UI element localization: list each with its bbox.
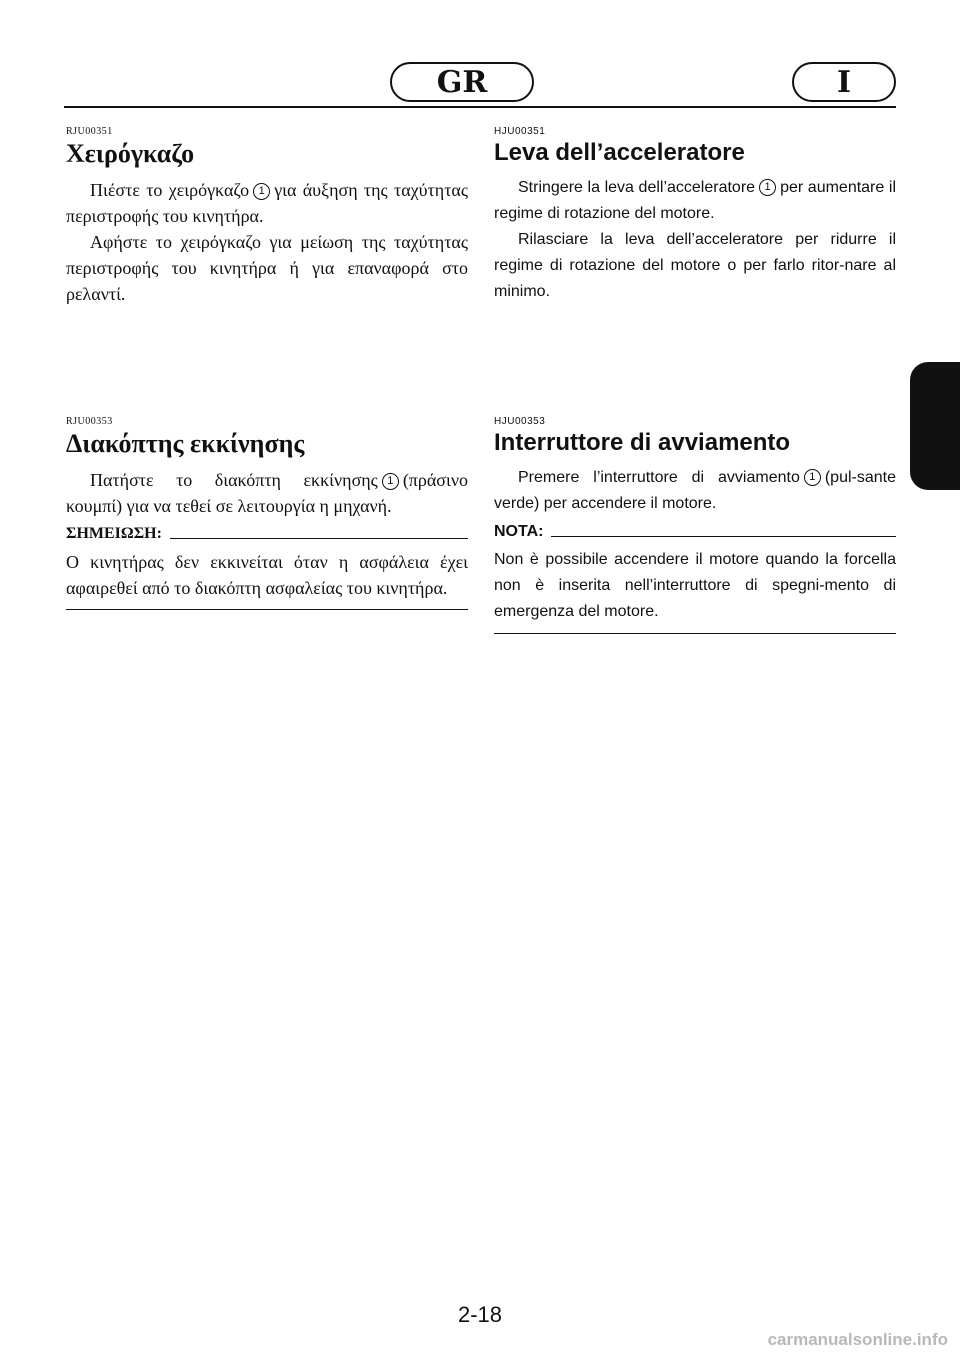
italian-start-section: [494, 416, 896, 634]
section-code: RJU00353: [66, 416, 113, 427]
section-title: Διακόπτης εκκίνησης: [66, 429, 305, 458]
paragraph: [494, 465, 896, 517]
greek-start-section: [66, 416, 468, 610]
note-label: ΣΗΜΕΙΩΣΗ:: [66, 525, 162, 542]
note-label: NOTA:: [494, 523, 544, 540]
paragraph-text: per aumentare il regime di rotazione del motore.: [494, 179, 896, 222]
chapter-tab: [910, 362, 960, 490]
paragraph-text: Πιέστε το χειρόγκαζο: [90, 180, 250, 200]
header-rule: [64, 106, 896, 108]
greek-throttle-section: [66, 126, 468, 307]
note-rule: [551, 536, 896, 537]
callout-number: 1: [759, 179, 776, 196]
language-badge-italian: [792, 62, 896, 102]
note-end-rule: [66, 609, 468, 610]
callout-number: 1: [382, 473, 399, 490]
note-end-rule: [494, 633, 896, 634]
paragraph-text: Premere l’interruttore di avviamento: [518, 469, 800, 486]
paragraph-text: για άυξηση της ταχύτητας περιστροφής του κινητήρα.: [66, 180, 468, 226]
callout-number: 1: [253, 183, 270, 200]
page-header: [64, 62, 896, 110]
paragraph: Αφήστε το χειρόγκαζο για μείωση της ταχύτητας περιστροφής του κινητήρα ή για επαναφορά στο ρελαντί.: [66, 232, 468, 304]
paragraph: [66, 467, 468, 519]
paragraph-text: Πατήστε το διακόπτη εκκίνησης: [90, 470, 378, 490]
paragraph-text: Stringere la leva dell’acceleratore: [518, 179, 756, 196]
watermark: carmanualsonline.info: [767, 1330, 948, 1349]
note-header: [66, 525, 468, 543]
callout-number: 1: [804, 469, 821, 486]
paragraph: Rilasciare la leva dell’acceleratore per ridurre il regime di rotazione del motore o per farlo ritor-nare al minimo.: [494, 231, 896, 300]
note-text: Non è possibile accendere il motore quando la forcella non è inserita nell’interruttore di spegni-mento di emergenza del motore.: [494, 551, 896, 620]
language-label-italian: I: [836, 64, 852, 100]
paragraph: [66, 177, 468, 229]
note-text: Ο κινητήρας δεν εκκινείται όταν η ασφάλεια έχει αφαιρεθεί από το διακόπτη ασφαλείας του κινητήρα.: [66, 552, 468, 598]
language-badge-greek: [390, 62, 534, 102]
note-rule: [170, 538, 468, 539]
section-title: Χειρόγκαζο: [66, 139, 195, 168]
paragraph-text: (pul-sante verde) per accendere il motore.: [494, 469, 896, 512]
paragraph-text: (πράσινο κουμπί) για να τεθεί σε λειτουργία η μηχανή.: [66, 470, 468, 516]
section-code: HJU00353: [494, 416, 546, 427]
page-number: 2-18: [457, 1302, 503, 1327]
paragraph: [494, 175, 896, 227]
italian-throttle-section: [494, 126, 896, 305]
section-code: HJU00351: [494, 126, 546, 137]
section-title: Leva dell’acceleratore: [494, 139, 745, 166]
note-header: [494, 523, 896, 541]
section-code: RJU00351: [66, 126, 113, 137]
language-label-greek: GR: [436, 64, 488, 100]
section-title: Interruttore di avviamento: [494, 429, 791, 456]
